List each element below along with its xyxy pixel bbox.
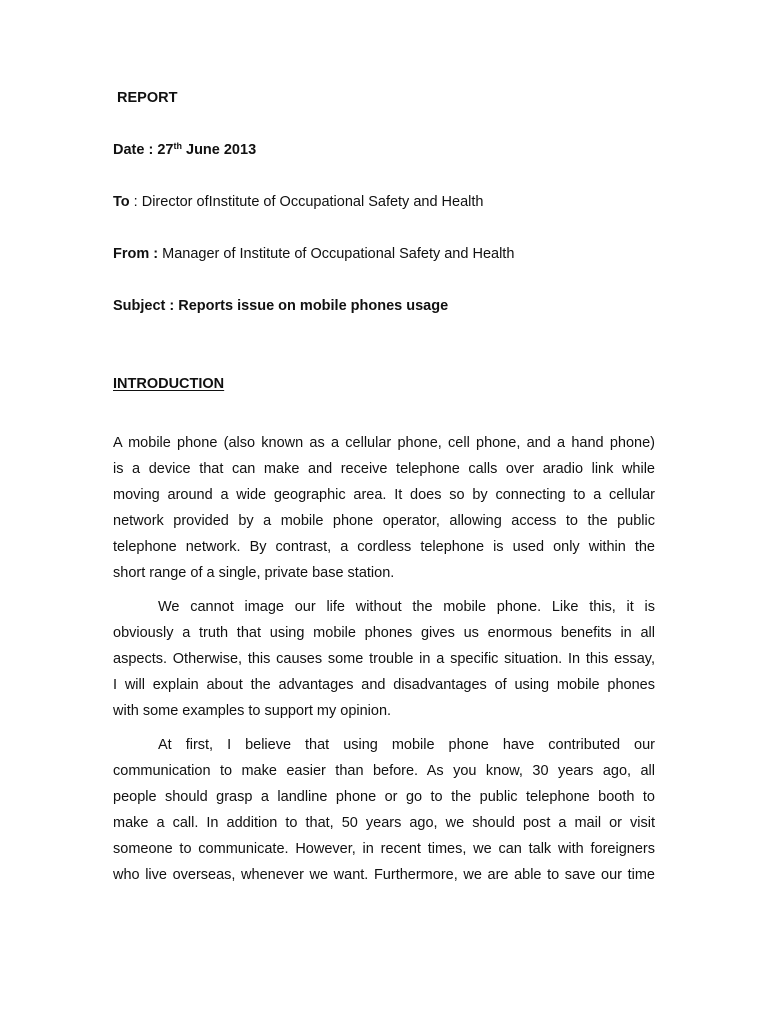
paragraph-line: We cannot image our life without the mobile phone. Like this, it is	[158, 599, 655, 615]
introduction-heading: INTRODUCTION	[113, 376, 225, 392]
paragraph-line: make a call. In addition to that, 50 years ago, we should post a mail or visit	[113, 815, 655, 831]
paragraph-line: is a device that can make and receive telephone calls over aradio link while	[113, 461, 655, 477]
date-suffix: th	[173, 141, 182, 151]
paragraph-line: people should grasp a landline phone or go to the public telephone booth to	[113, 789, 655, 805]
paragraph-line: network provided by a mobile phone operator, allowing access to the public	[113, 513, 655, 529]
from-line	[113, 245, 514, 263]
paragraph-line: A mobile phone (also known as a cellular phone, cell phone, and a hand phone)	[113, 435, 655, 451]
paragraph-line: with some examples to support my opinion.	[113, 703, 392, 719]
paragraph-line: aspects. Otherwise, this causes some trouble in a specific situation. In this essay,	[113, 651, 655, 667]
paragraph-line: I will explain about the advantages and disadvantages of using mobile phones	[113, 677, 655, 693]
paragraph-line: someone to communicate. However, in recent times, we can talk with foreigners	[113, 841, 655, 857]
from-label: From :	[113, 246, 159, 262]
date-line	[113, 141, 256, 159]
introduction-paragraph-3	[113, 732, 655, 888]
paragraph-line: obviously a truth that using mobile phones gives us enormous benefits in all	[113, 625, 655, 641]
paragraph-line: telephone network. By contrast, a cordless telephone is used only within the	[113, 539, 655, 555]
to-line	[113, 193, 483, 211]
to-value: Director ofInstitute of Occupational Safety and Health	[141, 194, 484, 210]
paragraph-line: who live overseas, whenever we want. Furthermore, we are able to save our time	[113, 867, 655, 883]
paragraph-line: communication to make easier than before. As you know, 30 years ago, all	[113, 763, 655, 779]
introduction-paragraph-1	[113, 430, 655, 586]
introduction-paragraph-2	[113, 594, 655, 724]
report-title: REPORT	[117, 90, 178, 106]
date-day: 27	[157, 142, 174, 158]
date-label: Date :	[113, 142, 154, 158]
date-rest: June 2013	[186, 142, 257, 158]
paragraph-line: short range of a single, private base station.	[113, 565, 395, 581]
to-colon: :	[133, 194, 138, 210]
paragraph-line: moving around a wide geographic area. It does so by connecting to a cellular	[113, 487, 655, 503]
subject-line: Subject : Reports issue on mobile phones usage	[113, 298, 449, 314]
to-label: To	[113, 194, 130, 210]
paragraph-line: At first, I believe that using mobile phone have contributed our	[158, 737, 655, 753]
from-value: Manager of Institute of Occupational Safety and Health	[162, 246, 515, 262]
